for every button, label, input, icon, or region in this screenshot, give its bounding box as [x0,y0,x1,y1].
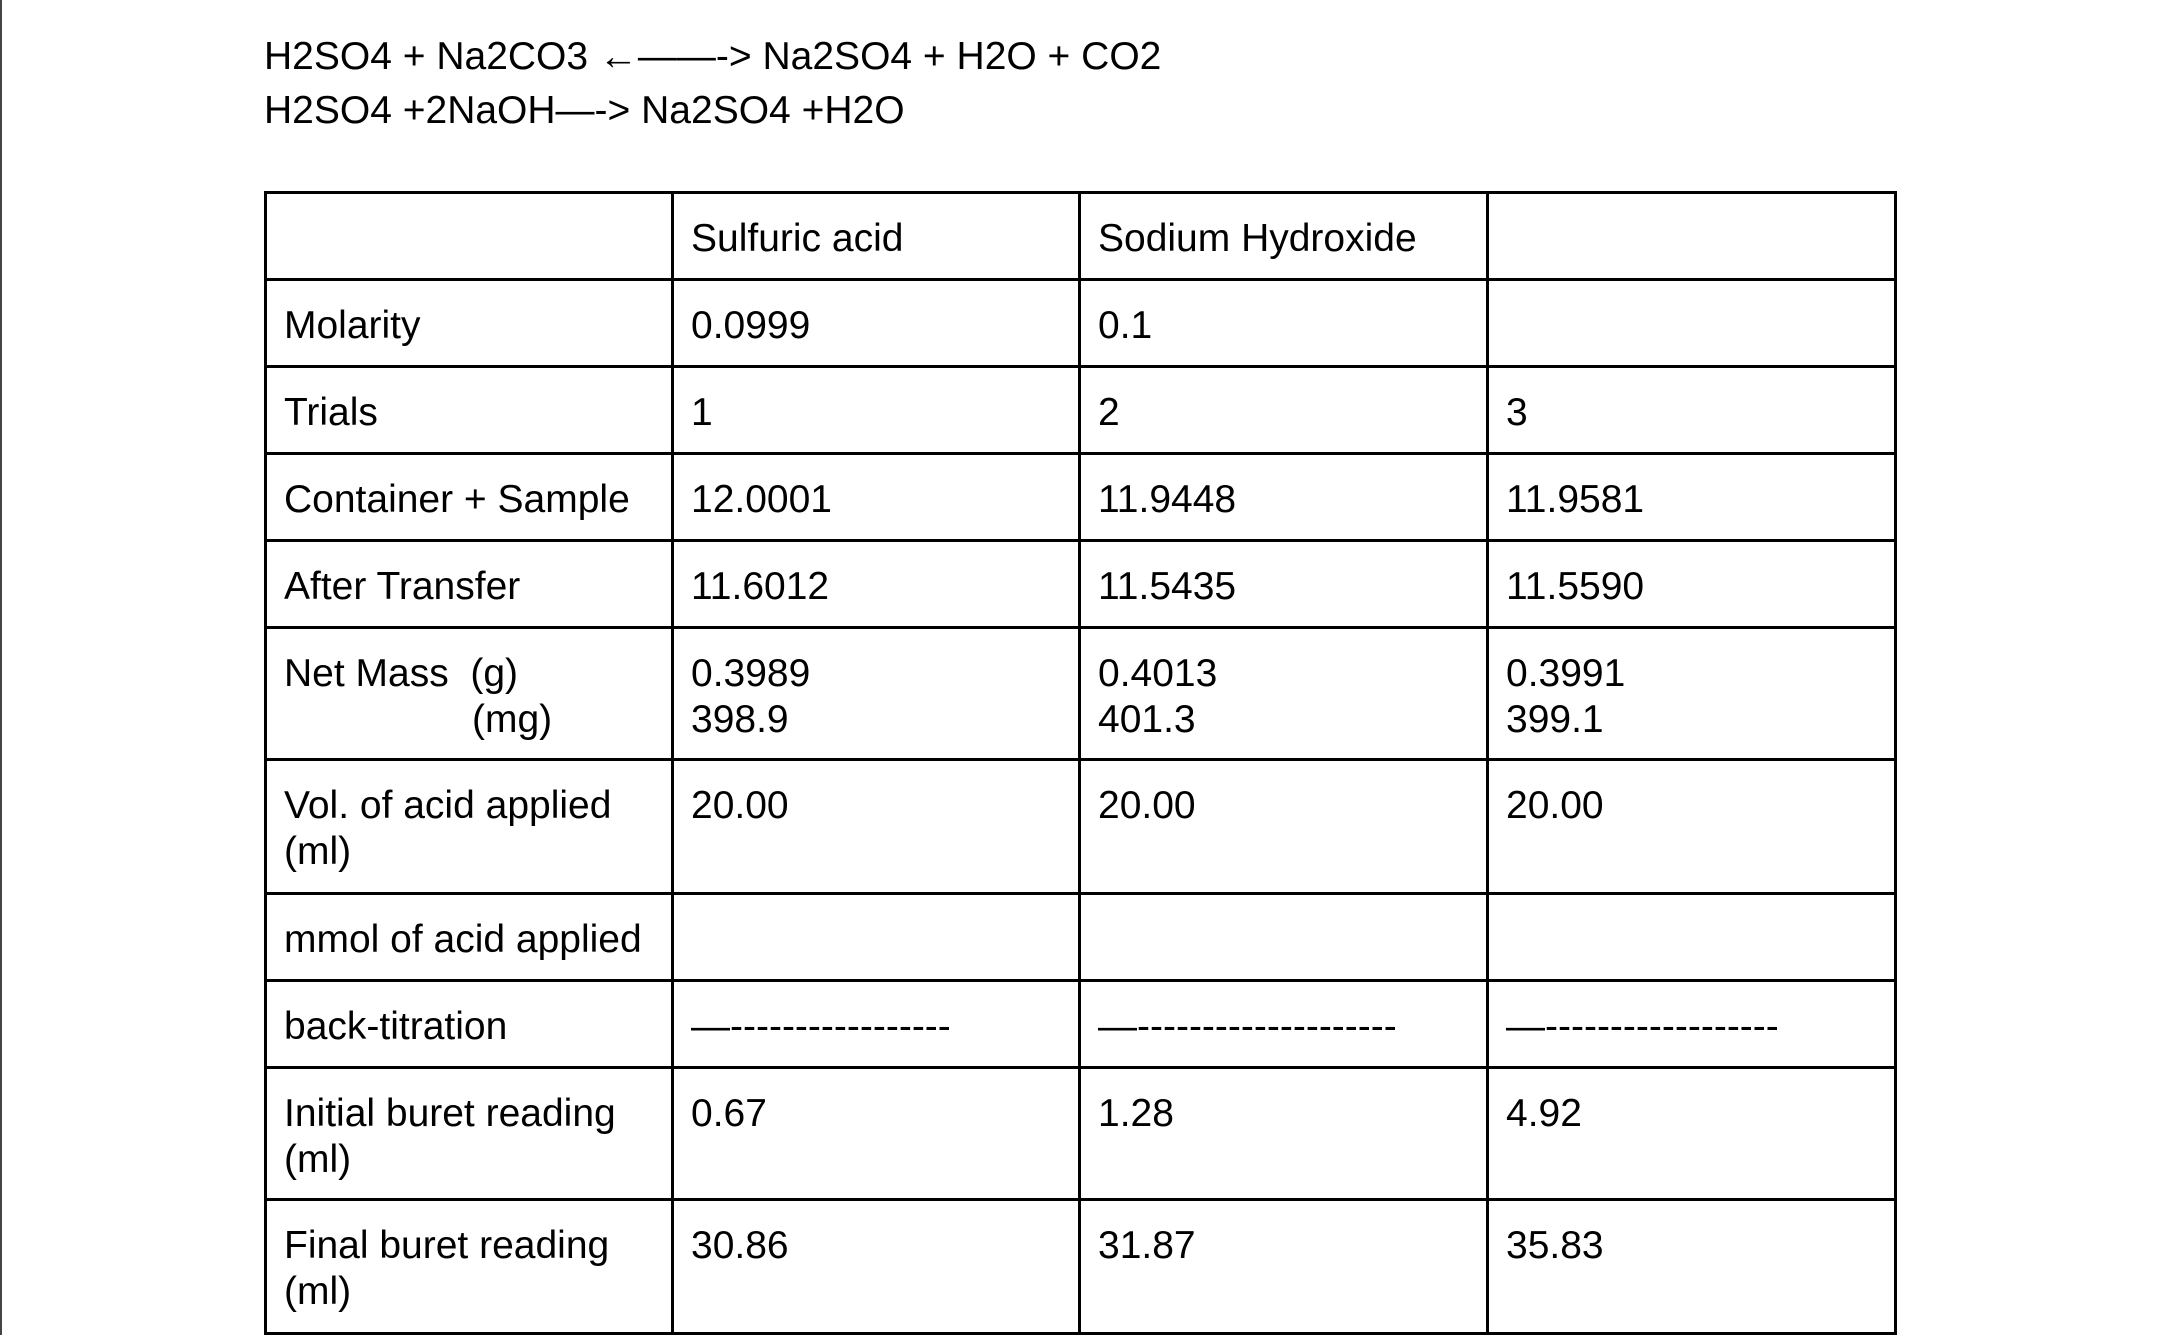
cell-container-sample-2: 11.9448 [1080,454,1488,541]
row-label-initial-buret: Initial buret reading (ml) [266,1068,673,1200]
cell-vol-acid-3: 20.00 [1488,760,1896,894]
cell-final-buret-3: 35.83 [1488,1200,1896,1334]
cell-molarity-2: 0.1 [1080,280,1488,367]
table-row-vol-acid [266,760,1896,894]
net-mass-label-milligrams: (mg) [472,698,553,741]
row-label-vol-acid: Vol. of acid applied (ml) [266,760,673,894]
cell-container-sample-3: 11.9581 [1488,454,1896,541]
table-row-molarity [266,280,1896,367]
row-label-net-mass [266,628,673,760]
header-cell-sodium-hydroxide: Sodium Hydroxide [1080,193,1488,280]
cell-final-buret-1: 30.86 [673,1200,1080,1334]
table-row-final-buret [266,1200,1896,1334]
table-row-after-transfer [266,541,1896,628]
cell-net-mass-3: 0.3991 399.1 [1488,628,1896,760]
header-cell-sulfuric-acid: Sulfuric acid [673,193,1080,280]
cell-back-titration-3: —------------------ [1488,981,1896,1068]
cell-vol-acid-1: 20.00 [673,760,1080,894]
row-label-back-titration: back-titration [266,981,673,1068]
net-mass-label-grams: Net Mass (g) [284,652,519,695]
table-row-initial-buret [266,1068,1896,1200]
cell-trial-2: 2 [1080,367,1488,454]
equation-sodium-carbonate: H2SO4 + Na2CO3 ←——-> Na2SO4 + H2O + CO2 [264,35,1162,78]
cell-after-transfer-1: 11.6012 [673,541,1080,628]
cell-back-titration-1: —----------------- [673,981,1080,1068]
cell-final-buret-2: 31.87 [1080,1200,1488,1334]
table-row-mmol-acid [266,894,1896,981]
table-row-net-mass [266,628,1896,760]
row-label-container-sample: Container + Sample [266,454,673,541]
header-cell-empty-2 [1488,193,1896,280]
table-row-header [266,193,1896,280]
cell-initial-buret-1: 0.67 [673,1068,1080,1200]
row-label-final-buret: Final buret reading (ml) [266,1200,673,1334]
row-label-after-transfer: After Transfer [266,541,673,628]
cell-mmol-acid-3 [1488,894,1896,981]
cell-initial-buret-2: 1.28 [1080,1068,1488,1200]
cell-mmol-acid-1 [673,894,1080,981]
table-row-container-sample [266,454,1896,541]
row-label-mmol-acid: mmol of acid applied [266,894,673,981]
cell-after-transfer-2: 11.5435 [1080,541,1488,628]
cell-trial-3: 3 [1488,367,1896,454]
cell-trial-1: 1 [673,367,1080,454]
row-label-trials: Trials [266,367,673,454]
equation-sodium-hydroxide: H2SO4 +2NaOH—-> Na2SO4 +H2O [264,89,905,132]
cell-back-titration-2: —-------------------- [1080,981,1488,1068]
cell-initial-buret-3: 4.92 [1488,1068,1896,1200]
cell-after-transfer-3: 11.5590 [1488,541,1896,628]
cell-vol-acid-2: 20.00 [1080,760,1488,894]
header-cell-empty [266,193,673,280]
cell-container-sample-1: 12.0001 [673,454,1080,541]
cell-molarity-1: 0.0999 [673,280,1080,367]
table-row-trials [266,367,1896,454]
cell-molarity-3 [1488,280,1896,367]
row-label-molarity: Molarity [266,280,673,367]
cell-mmol-acid-2 [1080,894,1488,981]
table-row-back-titration [266,981,1896,1068]
equations-block [264,30,1161,138]
cell-net-mass-1: 0.3989 398.9 [673,628,1080,760]
titration-data-table [264,191,1897,1335]
cell-net-mass-2: 0.4013 401.3 [1080,628,1488,760]
